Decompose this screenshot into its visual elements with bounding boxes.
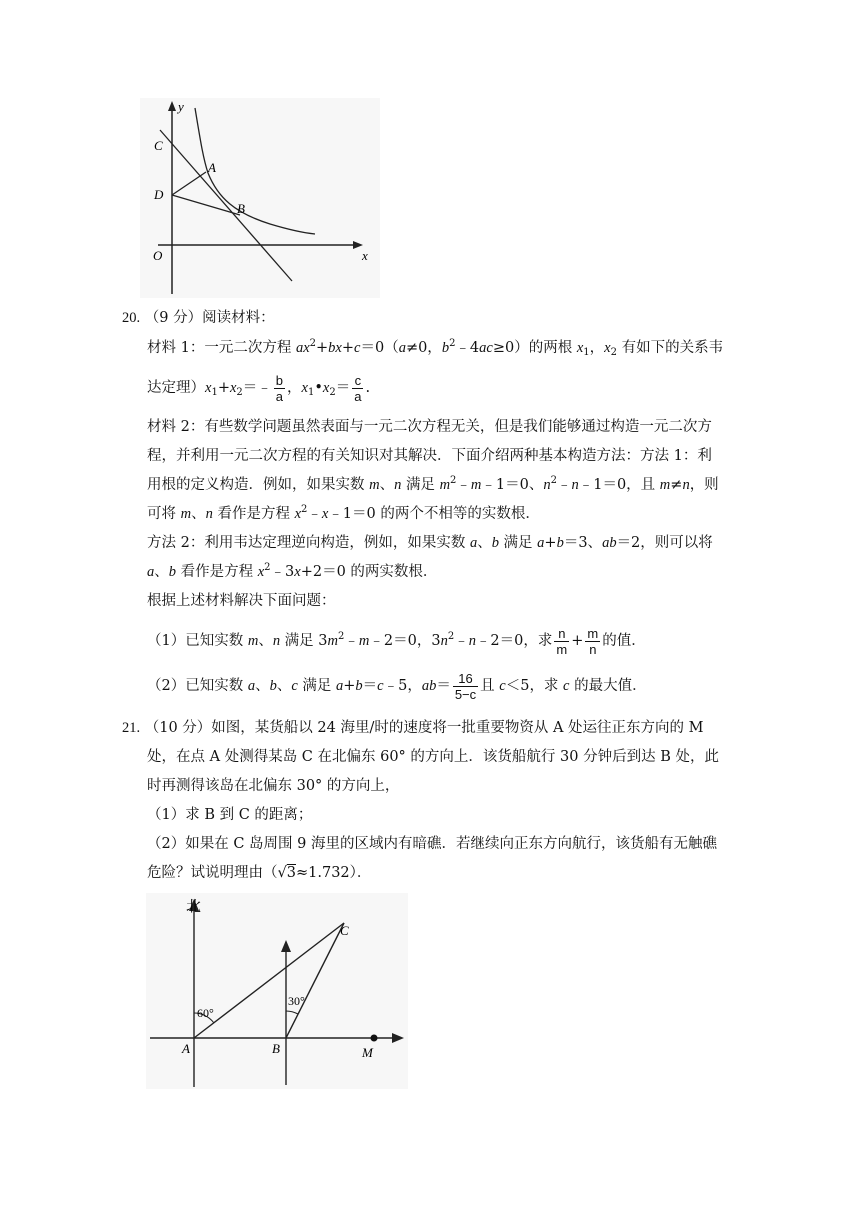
label-C: C <box>154 138 163 153</box>
text: 方法 2：利用韦达定理逆向构造，例如，如果实数 <box>147 535 470 551</box>
point-M <box>371 1035 378 1042</box>
q20-header <box>122 308 275 328</box>
label-C: C <box>340 923 349 938</box>
q20-solve-prompt: 根据上述材料解决下面问题： <box>147 593 336 609</box>
q20-method2-line2: a、b 看作是方程 $x^2﹣3x+2=0$ 的两实数根． <box>147 562 438 580</box>
label-O: O <box>153 248 163 263</box>
text: ，求 <box>529 678 564 694</box>
text: 看作是方程 <box>176 564 258 580</box>
text: 满足 <box>498 535 538 551</box>
label-y: y <box>178 99 184 114</box>
fraction-16-over-5-minus-c: $\frac{16}{5-c}$ <box>454 670 477 702</box>
label-B: B <box>237 201 245 216</box>
text: ，求 <box>523 633 553 649</box>
text: ）的两根 <box>514 340 577 356</box>
q20-score: （9 分）阅读材料： <box>144 310 275 326</box>
label-north: 北 <box>186 897 202 915</box>
text: 危险？试说明理由（ <box>147 865 278 881</box>
q20-part2: （2）已知实数 a、b、c 满足 a+b＝c﹣5，ab＝ $\frac{16}{5-c}$ 且 c＜5，求 c 的最大值． <box>147 670 647 702</box>
text: 的两个不相等的实数根． <box>375 506 540 522</box>
q20-material2-line1: 材料 2：有些数学问题虽然表面与一元二次方程无关，但是我们能够通过构造一元二次方 <box>147 419 712 435</box>
q20-material2-line4: 可将 m、n 看作是方程 $x^2﹣x﹣1=0$ 的两个不相等的实数根． <box>147 504 540 522</box>
fraction-b-over-a: $\frac{b}{a}$ <box>275 372 284 404</box>
text: 看作是方程 <box>212 506 295 522</box>
text: （1）已知实数 <box>147 633 248 649</box>
label-A: A <box>208 160 216 175</box>
q21-line2: 处，在点 A 处测得某岛 C 在北偏东 60° 的方向上．该货船航行 30 分钟后到达 B 处，此 <box>147 749 719 765</box>
text: ，则可以将 <box>640 535 713 551</box>
label-angle-30: 30° <box>288 994 305 1008</box>
label-M: M <box>362 1045 373 1060</box>
text: ≈1.732）． <box>295 865 372 881</box>
q20-material1-line2: 达定理）$x_1+x_2=﹣$ $\frac{b}{a}$ ，$x_1•x_2=$ $\frac{c}{a}$ . <box>147 372 371 404</box>
label-D: D <box>154 187 164 202</box>
q21-line1 <box>122 718 704 738</box>
text: （ <box>384 340 399 356</box>
label-A: A <box>182 1041 190 1056</box>
fraction-n-over-m: $\frac{n}{m}$ <box>556 625 568 657</box>
text: 可将 <box>147 506 181 522</box>
q20-part1: （1）已知实数 m、n 满足 $3m^2﹣m﹣2=0$，$3n^2﹣n﹣2=0$，求 $\frac{n}{m}$ + $\frac{m}{n}$ 的值． <box>147 625 646 657</box>
q20-material2-line2: 程，并利用一元二次方程的有关知识对其解决．下面介绍两种基本构造方法：方法 1：利 <box>147 448 712 464</box>
q20-material1-line1: 材料 1：一元二次方程 $ax^2+bx+c=0(a\ne 0$，$b^2﹣4ac\ge 0$）的两根 $x_1$，$x_2$ 有如下的关系韦 <box>147 338 724 358</box>
navigation-figure <box>146 893 408 1089</box>
text: 的值． <box>602 633 646 649</box>
text: 的两实数根． <box>345 564 438 580</box>
q21-part1: （1）求 B 到 C 的距离； <box>147 807 313 823</box>
text: 达定理） <box>147 380 205 396</box>
text: 满足 <box>280 633 319 649</box>
q20-number: 20. <box>122 310 141 326</box>
label-x: x <box>362 248 368 263</box>
fraction-m-over-n: $\frac{m}{n}$ <box>587 625 599 657</box>
fraction-c-over-a: $\frac{c}{a}$ <box>354 372 362 404</box>
label-angle-60: 60° <box>197 1006 214 1020</box>
sqrt3: √3 <box>277 865 296 881</box>
text: （2）已知实数 <box>147 678 248 694</box>
q21-line3: 时再测得该岛在北偏东 30° 的方向上， <box>147 778 400 794</box>
text: 材料 1：一元二次方程 <box>147 340 296 356</box>
q20-material2-line3: 用根的定义构造．例如，如果实数 m、n 满足 $m^2﹣m﹣1=0$、$n^2﹣n﹣1=0$，且 m≠n，则 <box>147 475 719 493</box>
q21-part2-line2 <box>147 863 371 883</box>
text: 且 <box>480 678 500 694</box>
text: 用根的定义构造．例如，如果实数 <box>147 477 370 493</box>
text: 满足 <box>401 477 440 493</box>
text: （10 分）如图，某货船以 24 海里/时的速度将一批重要物资从 A 处运往正东方向的 M <box>144 720 704 736</box>
q21-number: 21. <box>122 720 141 736</box>
text: 有如下的关系韦 <box>616 340 724 356</box>
label-B: B <box>272 1041 280 1056</box>
q21-part2-line1: （2）如果在 C 岛周围 9 海里的区域内有暗礁．若继续向正东方向航行，该货船有无触礁 <box>147 836 717 852</box>
q20-method2-line1: 方法 2：利用韦达定理逆向构造，例如，如果实数 a、b 满足 a+b＝3、ab＝2，则可以将 <box>147 535 713 551</box>
text: ，则 <box>689 477 719 493</box>
text: 的最大值． <box>569 678 647 694</box>
coordinate-figure <box>140 98 380 298</box>
text: 满足 <box>297 678 336 694</box>
